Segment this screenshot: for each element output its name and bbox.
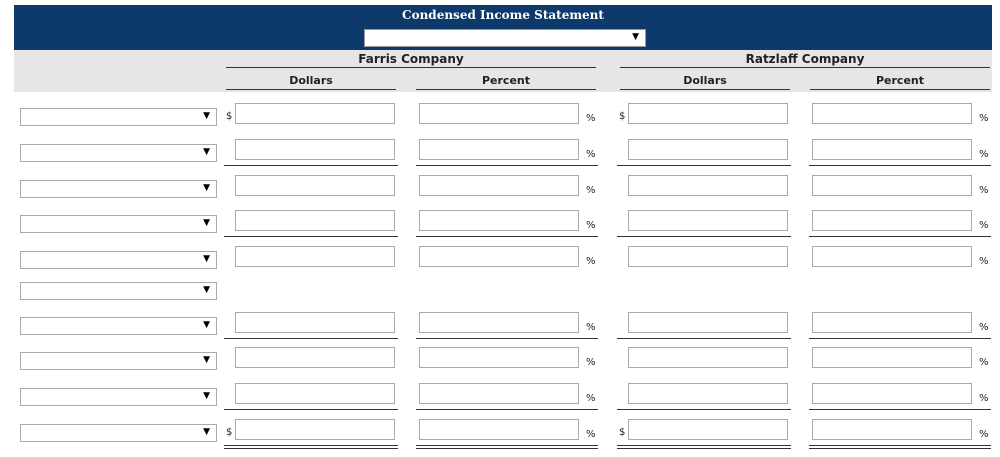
farris-dollars-input[interactable] [235, 210, 395, 231]
chevron-down-icon: ▼ [203, 254, 210, 264]
percent-symbol: % [979, 185, 989, 196]
statement-row [0, 383, 1000, 413]
total-double-underline [224, 448, 398, 449]
ratzlaff-percent-input[interactable] [812, 139, 972, 160]
percent-symbol: % [586, 393, 596, 404]
farris-dollars-input[interactable] [235, 419, 395, 440]
line-item-select[interactable] [20, 388, 217, 406]
total-underline [809, 236, 991, 237]
chevron-down-icon: ▼ [203, 218, 210, 228]
farris-dollars-underline [226, 89, 396, 90]
percent-symbol: % [586, 220, 596, 231]
dollar-symbol: $ [226, 111, 233, 122]
ratzlaff-company-heading: Ratzlaff Company [745, 52, 865, 66]
farris-dollars-input[interactable] [235, 103, 395, 124]
total-underline [416, 236, 598, 237]
statement-row [0, 280, 1000, 310]
line-item-select[interactable] [20, 424, 217, 442]
chevron-down-icon: ▼ [203, 427, 210, 437]
farris-dollars-heading: Dollars [289, 74, 333, 87]
line-item-select[interactable] [20, 282, 217, 300]
ratzlaff-heading-underline [620, 67, 990, 68]
total-underline [809, 445, 991, 446]
total-underline [617, 165, 791, 166]
ratzlaff-percent-input[interactable] [812, 210, 972, 231]
farris-percent-underline [416, 89, 596, 90]
line-item-select[interactable] [20, 144, 217, 162]
dollar-symbol: $ [226, 427, 233, 438]
ratzlaff-dollars-underline [620, 89, 790, 90]
percent-symbol: % [979, 220, 989, 231]
farris-dollars-input[interactable] [235, 312, 395, 333]
statement-row [0, 312, 1000, 342]
percent-symbol: % [586, 256, 596, 267]
chevron-down-icon: ▼ [203, 111, 210, 121]
statement-row [0, 347, 1000, 377]
farris-dollars-input[interactable] [235, 246, 395, 267]
ratzlaff-percent-input[interactable] [812, 419, 972, 440]
farris-percent-input[interactable] [419, 139, 579, 160]
column-header-band [14, 50, 992, 92]
percent-symbol: % [979, 429, 989, 440]
farris-percent-input[interactable] [419, 175, 579, 196]
ratzlaff-dollars-input[interactable] [628, 246, 788, 267]
ratzlaff-percent-heading: Percent [875, 74, 925, 87]
ratzlaff-dollars-input[interactable] [628, 383, 788, 404]
percent-symbol: % [979, 357, 989, 368]
ratzlaff-dollars-input[interactable] [628, 139, 788, 160]
ratzlaff-percent-input[interactable] [812, 103, 972, 124]
farris-company-heading: Farris Company [358, 52, 464, 66]
percent-symbol: % [586, 185, 596, 196]
total-underline [617, 338, 791, 339]
ratzlaff-percent-input[interactable] [812, 383, 972, 404]
percent-symbol: % [979, 393, 989, 404]
statement-row [0, 139, 1000, 169]
total-underline [617, 236, 791, 237]
farris-percent-input[interactable] [419, 246, 579, 267]
dollar-symbol: $ [619, 427, 626, 438]
percent-symbol: % [586, 357, 596, 368]
statement-row [0, 175, 1000, 205]
farris-percent-input[interactable] [419, 103, 579, 124]
statement-header [14, 5, 992, 50]
total-underline [224, 445, 398, 446]
percent-symbol: % [586, 429, 596, 440]
ratzlaff-percent-underline [810, 89, 990, 90]
farris-dollars-input[interactable] [235, 383, 395, 404]
total-underline [809, 409, 991, 410]
line-item-select[interactable] [20, 251, 217, 269]
total-double-underline [809, 448, 991, 449]
farris-percent-input[interactable] [419, 419, 579, 440]
total-underline [617, 445, 791, 446]
total-underline [224, 409, 398, 410]
percent-symbol: % [586, 322, 596, 333]
line-item-select[interactable] [20, 352, 217, 370]
chevron-down-icon: ▼ [632, 32, 639, 42]
ratzlaff-dollars-input[interactable] [628, 103, 788, 124]
statement-title: Condensed Income Statement [402, 8, 604, 22]
farris-dollars-input[interactable] [235, 175, 395, 196]
ratzlaff-dollars-input[interactable] [628, 419, 788, 440]
statement-row [0, 419, 1000, 449]
percent-symbol: % [586, 149, 596, 160]
ratzlaff-percent-input[interactable] [812, 175, 972, 196]
line-item-select[interactable] [20, 180, 217, 198]
farris-percent-input[interactable] [419, 383, 579, 404]
total-underline [416, 165, 598, 166]
chevron-down-icon: ▼ [203, 391, 210, 401]
farris-dollars-input[interactable] [235, 347, 395, 368]
period-select[interactable] [364, 29, 646, 47]
total-underline [617, 409, 791, 410]
dollar-symbol: $ [619, 111, 626, 122]
total-underline [809, 165, 991, 166]
ratzlaff-percent-input[interactable] [812, 312, 972, 333]
farris-heading-underline [226, 67, 596, 68]
total-underline [416, 409, 598, 410]
line-item-select[interactable] [20, 317, 217, 335]
line-item-select[interactable] [20, 215, 217, 233]
farris-dollars-input[interactable] [235, 139, 395, 160]
total-underline [416, 445, 598, 446]
total-double-underline [416, 448, 598, 449]
farris-percent-heading: Percent [481, 74, 531, 87]
total-underline [809, 338, 991, 339]
farris-percent-input[interactable] [419, 312, 579, 333]
farris-percent-input[interactable] [419, 210, 579, 231]
percent-symbol: % [979, 322, 989, 333]
total-underline [224, 236, 398, 237]
line-item-select[interactable] [20, 108, 217, 126]
percent-symbol: % [979, 149, 989, 160]
percent-symbol: % [979, 256, 989, 267]
chevron-down-icon: ▼ [203, 285, 210, 295]
ratzlaff-dollars-input[interactable] [628, 175, 788, 196]
chevron-down-icon: ▼ [203, 355, 210, 365]
ratzlaff-dollars-input[interactable] [628, 210, 788, 231]
ratzlaff-dollars-input[interactable] [628, 312, 788, 333]
total-underline [416, 338, 598, 339]
ratzlaff-dollars-heading: Dollars [683, 74, 727, 87]
ratzlaff-percent-input[interactable] [812, 246, 972, 267]
chevron-down-icon: ▼ [203, 183, 210, 193]
total-underline [224, 338, 398, 339]
ratzlaff-percent-input[interactable] [812, 347, 972, 368]
statement-row [0, 103, 1000, 133]
total-underline [224, 165, 398, 166]
statement-row [0, 210, 1000, 240]
statement-row [0, 246, 1000, 276]
chevron-down-icon: ▼ [203, 320, 210, 330]
total-double-underline [617, 448, 791, 449]
percent-symbol: % [979, 113, 989, 124]
chevron-down-icon: ▼ [203, 147, 210, 157]
farris-percent-input[interactable] [419, 347, 579, 368]
ratzlaff-dollars-input[interactable] [628, 347, 788, 368]
percent-symbol: % [586, 113, 596, 124]
